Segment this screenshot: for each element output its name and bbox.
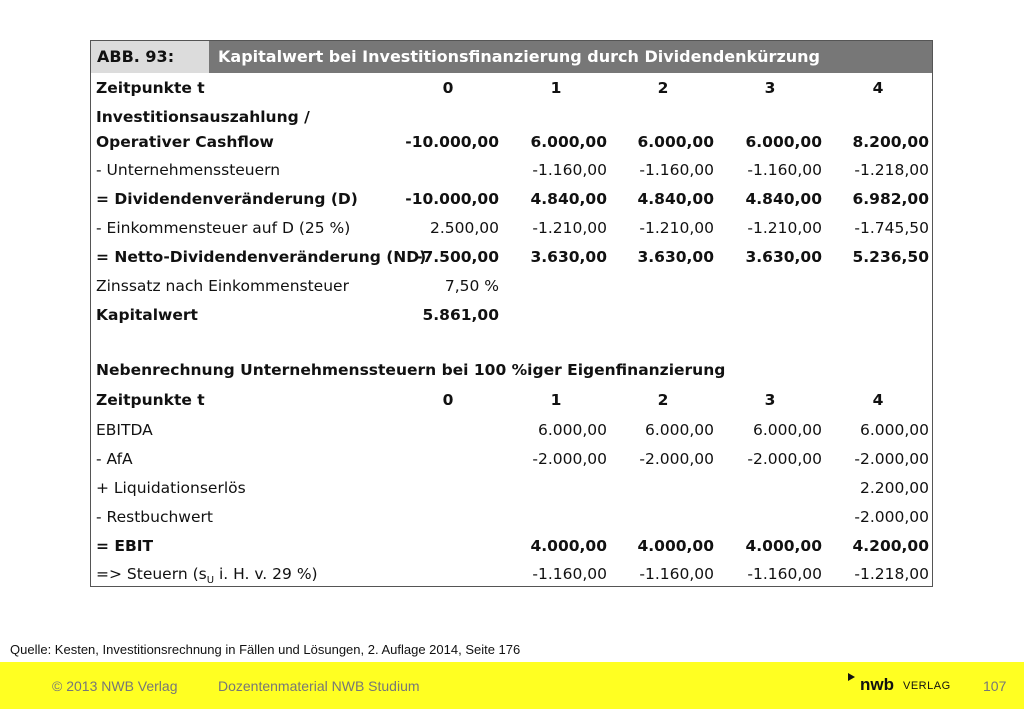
cell-t0: -10.000,00: [405, 133, 499, 151]
logo-primary: nwb: [860, 675, 894, 694]
cell-t2: 6.000,00: [644, 421, 714, 439]
period-3: 3: [764, 79, 776, 97]
row-label: = EBIT: [96, 537, 154, 555]
cell-t3: -1.160,00: [747, 565, 822, 583]
cell-t1: 3.630,00: [530, 248, 607, 266]
cell-t4: 6.982,00: [852, 190, 929, 208]
row-label: [96, 565, 318, 586]
row-label: - Restbuchwert: [96, 508, 213, 526]
cell-t2: -1.210,00: [639, 219, 714, 237]
cell-t2: -1.160,00: [639, 565, 714, 583]
figure-title: Kapitalwert bei Investitionsfinanzierung durch Dividendenkürzung: [209, 41, 932, 73]
cell-t2: 4.840,00: [637, 190, 714, 208]
cell-t3: -1.210,00: [747, 219, 822, 237]
row-label-subscript: U: [206, 575, 215, 587]
cell-t3: -1.160,00: [747, 161, 822, 179]
figure-header: [91, 41, 932, 73]
cell-t2: 6.000,00: [637, 133, 714, 151]
cell-t1: 6.000,00: [530, 133, 607, 151]
period-3: 3: [764, 391, 776, 409]
cell-t0: 5.861,00: [422, 306, 499, 324]
row-label: - Einkommensteuer auf D (25 %): [96, 219, 351, 237]
cell-t1: -1.210,00: [532, 219, 607, 237]
nwb-logo: [848, 671, 963, 701]
cell-t4: -1.745,50: [854, 219, 929, 237]
cell-t4: -2.000,00: [854, 508, 929, 526]
cell-t3: 4.840,00: [745, 190, 822, 208]
cell-t3: 6.000,00: [745, 133, 822, 151]
cell-t0: 7,50 %: [444, 277, 499, 295]
row-label-prefix: => Steuern (s: [96, 565, 207, 583]
row-label: Kapitalwert: [96, 306, 198, 324]
logo-arrow-icon: [848, 673, 855, 681]
cell-t2: -2.000,00: [639, 450, 714, 468]
row-label-line1: Investitionsauszahlung /: [96, 108, 310, 126]
period-2: 2: [657, 391, 669, 409]
header-label: Zeitpunkte t: [96, 79, 205, 97]
period-1: 1: [550, 79, 562, 97]
row-label: Zinssatz nach Einkommensteuer: [96, 277, 349, 295]
header-label: Zeitpunkte t: [96, 391, 205, 409]
period-0: 0: [442, 79, 454, 97]
cell-t4: -1.218,00: [854, 565, 929, 583]
figure-table: [90, 40, 933, 587]
row-label: Operativer Cashflow: [96, 133, 274, 151]
cell-t0: -7.500,00: [416, 248, 499, 266]
row-label: - AfA: [96, 450, 133, 468]
cell-t4: 6.000,00: [859, 421, 929, 439]
logo-secondary: VERLAG: [903, 680, 951, 692]
cell-t1: -1.160,00: [532, 161, 607, 179]
cell-t1: 4.840,00: [530, 190, 607, 208]
cell-t4: 4.200,00: [852, 537, 929, 555]
row-label: - Unternehmenssteuern: [96, 161, 281, 179]
row-label: = Netto-Dividendenveränderung (ND): [96, 248, 427, 266]
figure-label: ABB. 93:: [91, 41, 209, 73]
footer-copyright: © 2013 NWB Verlag: [52, 678, 178, 694]
footer-course: Dozentenmaterial NWB Studium: [218, 678, 420, 694]
period-4: 4: [872, 79, 884, 97]
cell-t1: 4.000,00: [530, 537, 607, 555]
cell-t3: -2.000,00: [747, 450, 822, 468]
source-citation: Quelle: Kesten, Investitionsrechnung in Fällen und Lösungen, 2. Auflage 2014, Seite 176: [10, 642, 521, 657]
cell-t3: 6.000,00: [752, 421, 822, 439]
cell-t1: -2.000,00: [532, 450, 607, 468]
cell-t1: -1.160,00: [532, 565, 607, 583]
cell-t2: -1.160,00: [639, 161, 714, 179]
period-4: 4: [872, 391, 884, 409]
cell-t4: 5.236,50: [852, 248, 929, 266]
row-label: = Dividendenveränderung (D): [96, 190, 358, 208]
cell-t4: -1.218,00: [854, 161, 929, 179]
page-number: 107: [983, 678, 1007, 694]
footer-bar: [0, 662, 1024, 709]
row-label: + Liquidationserlös: [96, 479, 246, 497]
cell-t2: 4.000,00: [637, 537, 714, 555]
cell-t2: 3.630,00: [637, 248, 714, 266]
cell-t0: 2.500,00: [429, 219, 499, 237]
cell-t4: 2.200,00: [859, 479, 929, 497]
cell-t4: -2.000,00: [854, 450, 929, 468]
period-2: 2: [657, 79, 669, 97]
cell-t1: 6.000,00: [537, 421, 607, 439]
row-label-suffix: i. H. v. 29 %): [214, 565, 318, 583]
row-label: EBITDA: [96, 421, 153, 439]
section2-title: Nebenrechnung Unternehmenssteuern bei 100 %iger Eigenfinanzierung: [96, 361, 726, 379]
period-0: 0: [442, 391, 454, 409]
cell-t0: -10.000,00: [405, 190, 499, 208]
cell-t3: 4.000,00: [745, 537, 822, 555]
cell-t4: 8.200,00: [852, 133, 929, 151]
period-1: 1: [550, 391, 562, 409]
cell-t3: 3.630,00: [745, 248, 822, 266]
